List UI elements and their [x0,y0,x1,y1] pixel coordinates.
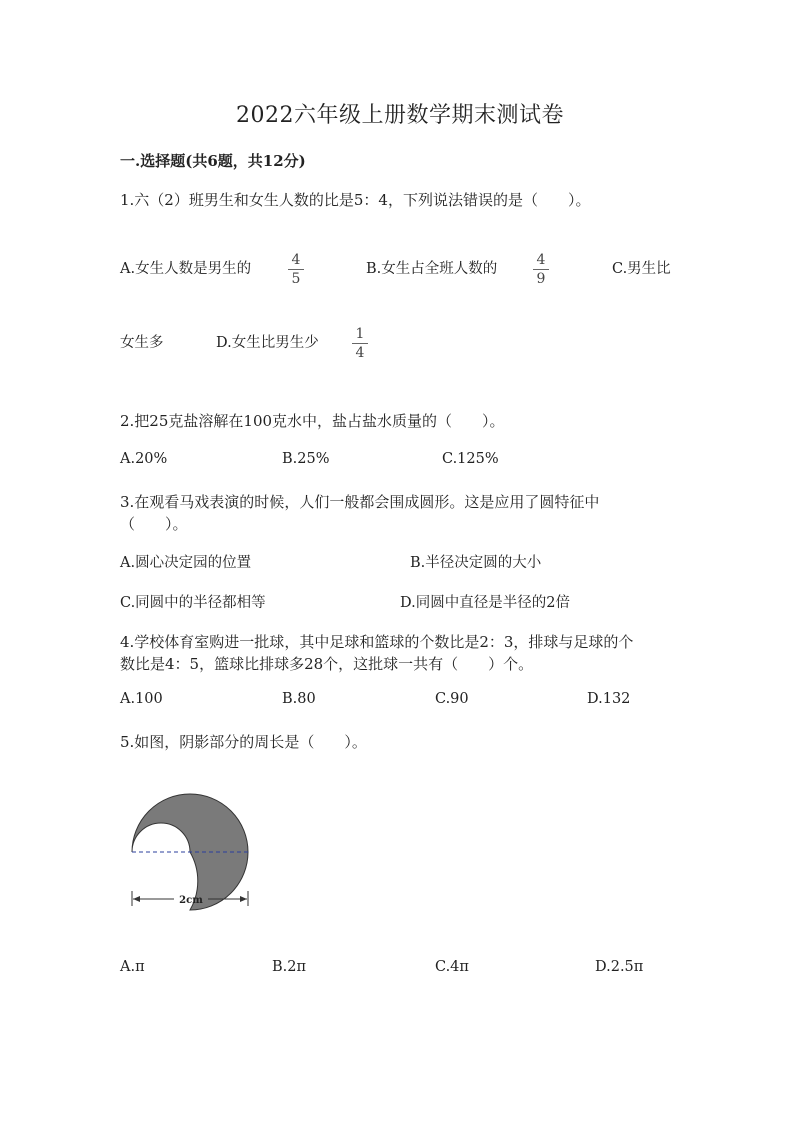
question-5-option-d: D.2.5π [595,959,644,975]
fraction-numerator: 4 [536,252,546,268]
dimension-label: 2cm [179,895,203,906]
question-1-option-c-line1: C.男生比 [612,261,671,277]
question-3-option-a: A.圆心决定园的位置 [120,555,252,571]
question-1-option-d-fraction [350,326,370,361]
question-5-option-a: A.π [120,959,145,975]
fraction-bar [288,269,304,270]
question-2-option-b: B.25% [282,451,330,467]
question-5-figure [120,780,270,915]
question-3-option-d: D.同圆中直径是半径的2倍 [400,595,570,611]
question-2-option-a: A.20% [120,451,168,467]
question-5-stem: 5.如图，阴影部分的周长是（ ）。 [120,733,367,751]
question-1-option-b: B.女生占全班人数的 [366,261,498,277]
fraction-numerator: 4 [291,252,301,268]
arrow-right-icon [240,896,247,902]
arrow-left-icon [133,896,140,902]
question-3-stem-line1: 3.在观看马戏表演的时候，人们一般都会围成圆形。这是应用了圆特征中 [120,493,600,511]
question-1-option-a-fraction [286,252,306,287]
question-5-option-b: B.2π [272,959,307,975]
fraction-denominator: 4 [355,345,365,361]
fraction-bar [533,269,549,270]
question-4-option-a: A.100 [120,691,163,707]
question-4-stem-line2: 数比是4：5，篮球比排球多28个，这批球一共有（ ）个。 [120,655,534,673]
question-1-option-a: A.女生人数是男生的 [120,261,252,277]
question-1-option-c-line2: 女生多 [120,335,164,351]
question-5-option-c: C.4π [435,959,469,975]
question-4-option-d: D.132 [587,691,631,707]
question-3-stem-line2: （ ）。 [120,515,188,533]
question-4-stem-line1: 4.学校体育室购进一批球，其中足球和篮球的个数比是2：3，排球与足球的个 [120,633,634,651]
question-1-stem: 1.六（2）班男生和女生人数的比是5：4，下列说法错误的是（ ）。 [120,191,591,209]
question-1-option-d: D.女生比男生少 [216,335,319,351]
question-4-option-b: B.80 [282,691,316,707]
question-2-option-c: C.125% [442,451,499,467]
question-2-stem: 2.把25克盐溶解在100克水中，盐占盐水质量的（ ）。 [120,412,505,430]
fraction-denominator: 9 [536,271,546,287]
question-3-option-b: B.半径决定圆的大小 [410,555,542,571]
question-4-option-c: C.90 [435,691,469,707]
fraction-numerator: 1 [355,326,365,342]
question-3-option-c: C.同圆中的半径都相等 [120,595,266,611]
page-title: 2022六年级上册数学期末测试卷 [236,103,564,128]
section-heading: 一.选择题(共6题，共12分) [120,152,306,170]
fraction-denominator: 5 [291,271,301,287]
fraction-bar [352,343,368,344]
question-1-option-b-fraction [531,252,551,287]
